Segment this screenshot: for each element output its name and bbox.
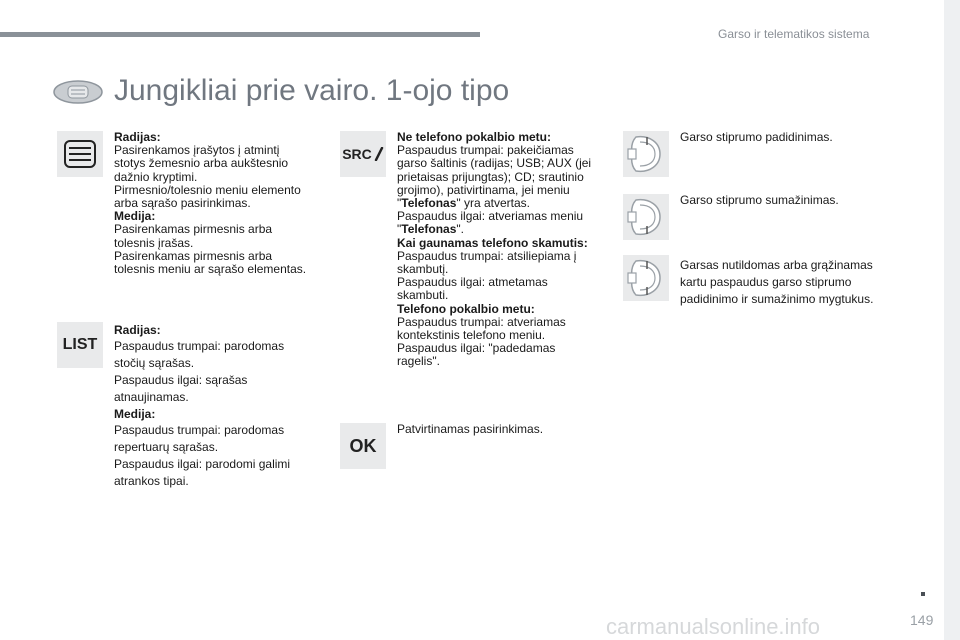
text-line: Paspaudus ilgai: sąrašas — [114, 373, 248, 387]
quote: " — [397, 222, 402, 237]
incoming-call-heading: Kai gaunamas telefono skamutis: — [397, 235, 588, 250]
text-line: Paspaudus ilgai: atveriamas meniu — [397, 209, 584, 224]
no-call-heading: Ne telefono pokalbio metu: — [397, 130, 552, 144]
text-line: dažnio kryptimi. — [114, 169, 198, 184]
text-line: Garsas nutildomas arba grąžinamas — [680, 258, 873, 272]
page-dot-marker — [921, 592, 925, 596]
text-line: stočių sąrašas. — [114, 356, 195, 370]
list-button-description — [114, 322, 324, 490]
mute-stalk-icon — [623, 255, 669, 301]
volume-up-description — [680, 131, 900, 144]
list-button-icon — [57, 322, 103, 368]
text-line: atrankos tipai. — [114, 474, 189, 488]
text-line: repertuarų sąrašas. — [114, 440, 219, 454]
text-line: Pasirenkamas pirmesnis arba — [114, 222, 273, 237]
telefonas-term: Telefonas — [401, 196, 457, 211]
text-line: garso šaltinis (radijas; USB; AUX (jei — [397, 156, 592, 171]
list-button-label: LIST — [62, 336, 98, 353]
text-line: Patvirtinamas pasirinkimas. — [397, 422, 544, 436]
text-line: Paspaudus ilgai: "padedamas — [397, 341, 556, 356]
text-line: grojimo), pativirtinama, jei meniu — [397, 182, 570, 197]
text-fragment: ". — [456, 222, 464, 237]
scroll-wheel-icon — [57, 131, 103, 177]
text-line: Pasirenkamas pirmesnis arba — [114, 248, 273, 263]
telefonas-term: Telefonas — [401, 222, 457, 237]
text-line: Garso stiprumo padidinimas. — [680, 130, 833, 144]
radio-heading: Radijas: — [114, 130, 161, 144]
media-heading: Medija: — [114, 407, 156, 421]
in-call-heading: Telefono pokalbio metu: — [397, 301, 535, 316]
header-bar — [0, 32, 480, 37]
text-line: tolesnis meniu ar sąrašo elementas. — [114, 262, 307, 277]
text-line: Pasirenkamos įrašytos į atmintį — [114, 143, 280, 158]
media-heading: Medija: — [114, 209, 156, 224]
text-line: Paspaudus trumpai: parodomas — [114, 339, 285, 353]
text-line: Paspaudus trumpai: atveriamas — [397, 314, 566, 329]
text-line: skambutį. — [397, 262, 449, 277]
text-line: tolesnis įrašas. — [114, 235, 194, 250]
text-line: Paspaudus trumpai: pakeičiamas — [397, 143, 574, 158]
text-line: padidinimo ir sumažinimo mygtukus. — [680, 292, 874, 306]
ok-button-label: OK — [349, 435, 377, 456]
ok-button-description — [397, 423, 607, 436]
page-edge-strip — [944, 0, 960, 640]
text-line: kartu paspaudus garso stiprumo — [680, 275, 852, 289]
text-fragment: " yra atvertas. — [456, 196, 531, 211]
watermark: carmanualsonline.info — [606, 614, 821, 639]
src-phone-button-icon — [340, 131, 386, 177]
page-heading: Jungikliai prie vairo. 1-ojo tipo — [114, 74, 510, 107]
quote: " — [397, 196, 402, 211]
text-line: Paspaudus trumpai: parodomas — [114, 423, 285, 437]
phone-handset-icon — [374, 147, 384, 161]
scroll-wheel-description — [114, 131, 324, 276]
text-line: Garso stiprumo sumažinimas. — [680, 193, 839, 207]
text-line: arba sąrašo pasirinkimas. — [114, 196, 251, 211]
text-line: Paspaudus ilgai: atmetamas — [397, 275, 548, 290]
text-line: stotys žemesnio arba aukštesnio — [114, 156, 289, 171]
text-line: atnaujinamas. — [114, 390, 189, 404]
section-title: Garso ir telematikos sistema — [718, 27, 870, 41]
text-line: kontekstinis telefono meniu. — [397, 328, 546, 343]
volume-down-description — [680, 194, 900, 207]
text-line: Paspaudus ilgai: parodomi galimi — [114, 457, 291, 471]
volume-down-stalk-icon — [623, 194, 669, 240]
text-line: Pirmesnio/tolesnio meniu elemento — [114, 182, 301, 197]
page-number: 149 — [910, 612, 934, 628]
steering-wheel-controls-icon — [52, 78, 104, 106]
src-button-description — [397, 131, 612, 369]
text-line — [397, 223, 612, 236]
text-line: prietaisas prijungtas); CD; srautinio — [397, 169, 584, 184]
src-button-label: SRC — [342, 146, 372, 162]
ok-button-icon — [340, 423, 386, 469]
radio-heading: Radijas: — [114, 323, 161, 337]
text-line: ragelis". — [397, 354, 440, 369]
text-line: skambuti. — [397, 288, 449, 303]
text-line: Paspaudus trumpai: atsiliepiama į — [397, 248, 577, 263]
mute-description — [680, 257, 910, 308]
volume-up-stalk-icon — [623, 131, 669, 177]
